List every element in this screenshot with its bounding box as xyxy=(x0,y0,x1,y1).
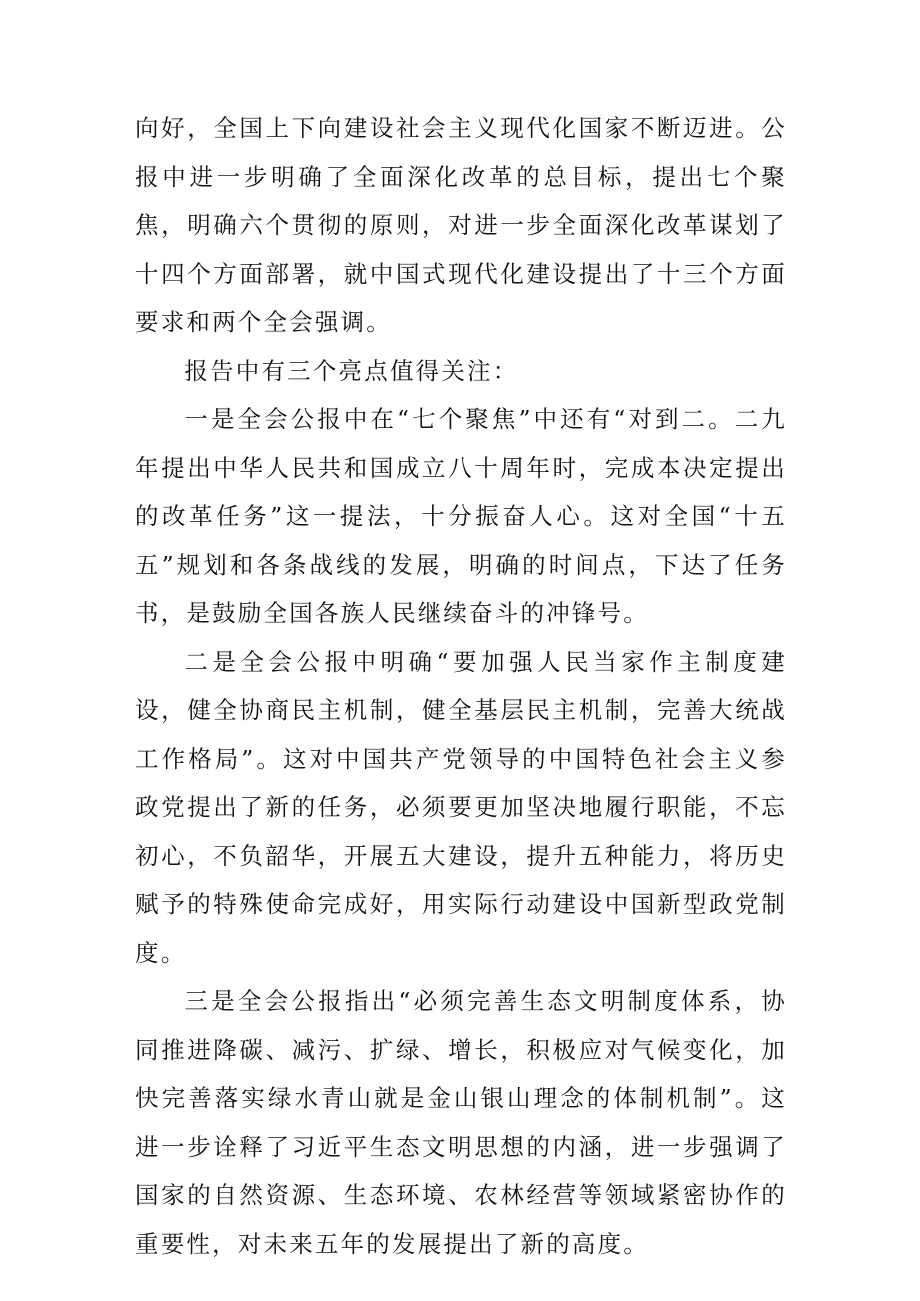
paragraph-point-one: 一是全会公报中在“七个聚焦”中还有“对到二。二九年提出中华人民共和国成立八十周年时，完成本决定提出的改革任务”这一提法，十分振奋人心。这对全国“十五五”规划和各条战线的发展，明确的时间点，下达了任务书，是鼓励全国各族人民继续奋斗的冲锋号。 xyxy=(135,405,787,627)
paragraph-continuation: 向好，全国上下向建设社会主义现代化国家不断迈进。公报中进一步明确了全面深化改革的总目标，提出七个聚焦，明确六个贯彻的原则，对进一步全面深化改革谋划了十四个方面部署，就中国式现代化建设提出了十三个方面要求和两个全会强调。 xyxy=(135,114,787,336)
paragraph-point-two: 二是全会公报中明确“要加强人民当家作主制度建设，健全协商民主机制，健全基层民主机制，完善大统战工作格局”。这对中国共产党领导的中国特色社会主义参政党提出了新的任务，必须要更加坚决地履行职能，不忘初心，不负韶华，开展五大建设，提升五种能力，将历史赋予的特殊使命完成好，用实际行动建设中国新型政党制度。 xyxy=(135,647,787,967)
paragraph-highlights-intro: 报告中有三个亮点值得关注： xyxy=(184,356,519,385)
paragraph-point-three: 三是全会公报指出“必须完善生态文明制度体系，协同推进降碳、减污、扩绿、增长，积极应对气候变化，加快完善落实绿水青山就是金山银山理念的体制机制”。这进一步诠释了习近平生态文明思想的内涵，进一步强调了国家的自然资源、生态环境、农林经营等领域紧密协作的重要性，对未来五年的发展提出了新的高度。 xyxy=(135,987,787,1258)
document-body xyxy=(135,104,787,1268)
